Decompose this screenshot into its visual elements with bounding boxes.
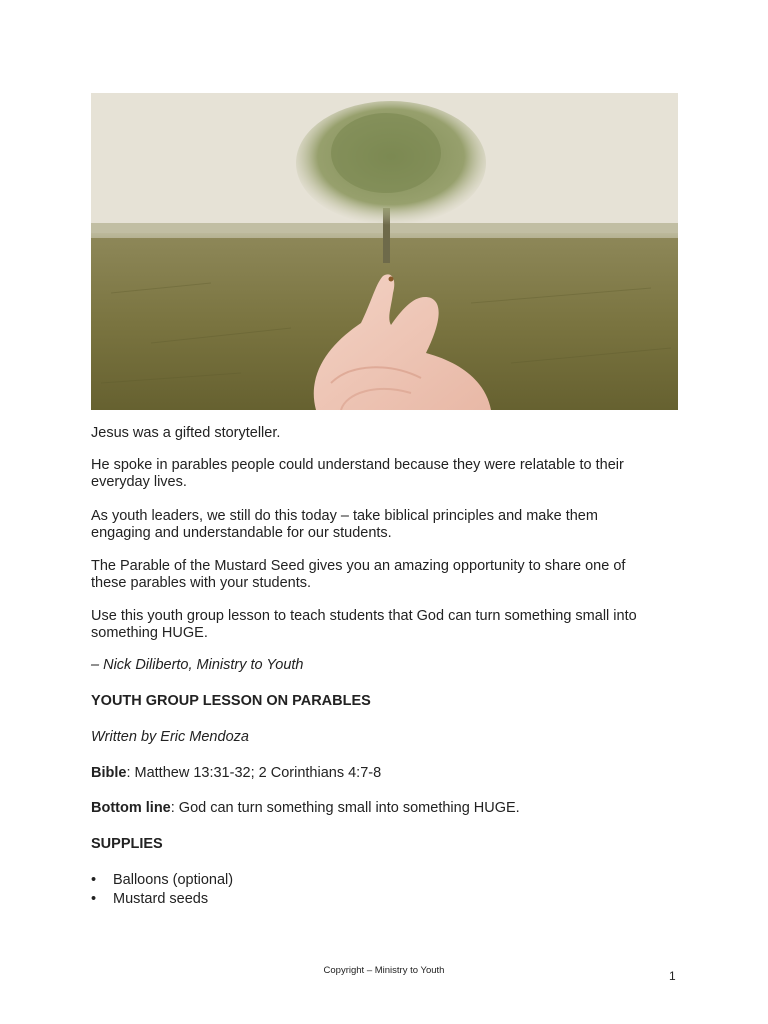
lesson-author: Written by Eric Mendoza bbox=[91, 729, 249, 745]
list-item: • Balloons (optional) bbox=[91, 871, 233, 890]
list-item: • Mustard seeds bbox=[91, 890, 233, 909]
intro-paragraph-2-line-1: He spoke in parables people could understand because they were relatable to their bbox=[91, 457, 624, 473]
lesson-bible-line bbox=[91, 765, 691, 782]
page-number: 1 bbox=[669, 969, 676, 983]
intro-paragraph-4-line-2: these parables with your students. bbox=[91, 575, 312, 591]
intro-paragraph-2-line-2: everyday lives. bbox=[91, 474, 187, 490]
intro-signature: – Nick Diliberto, Ministry to Youth bbox=[91, 657, 304, 673]
intro-paragraph-5-line-1: Use this youth group lesson to teach students that God can turn something small into bbox=[91, 608, 637, 624]
hero-photo-tree-seed bbox=[91, 93, 678, 410]
intro-paragraph-4-line-1: The Parable of the Mustard Seed gives you an amazing opportunity to share one of bbox=[91, 558, 626, 574]
bible-label: Bible bbox=[91, 765, 127, 781]
intro-paragraph-1: Jesus was a gifted storyteller. bbox=[91, 425, 281, 441]
bottom-line-label: Bottom line bbox=[91, 800, 171, 816]
intro-paragraph-3-line-1: As youth leaders, we still do this today – take biblical principles and make them bbox=[91, 508, 598, 524]
hero-photo-illustration bbox=[91, 93, 678, 410]
bottom-line-value: : God can turn something small into something HUGE. bbox=[170, 800, 520, 816]
lesson-bottom-line bbox=[91, 800, 691, 817]
supplies-list bbox=[91, 871, 233, 909]
intro-paragraph-5-line-2: something HUGE. bbox=[91, 625, 208, 641]
bible-value: : Matthew 13:31-32; 2 Corinthians 4:7-8 bbox=[126, 765, 382, 781]
intro-paragraph-3-line-2: engaging and understandable for our students. bbox=[91, 525, 392, 541]
supplies-heading: SUPPLIES bbox=[91, 836, 163, 852]
lesson-title: YOUTH GROUP LESSON ON PARABLES bbox=[91, 693, 371, 709]
footer-copyright: Copyright – Ministry to Youth bbox=[323, 965, 445, 976]
